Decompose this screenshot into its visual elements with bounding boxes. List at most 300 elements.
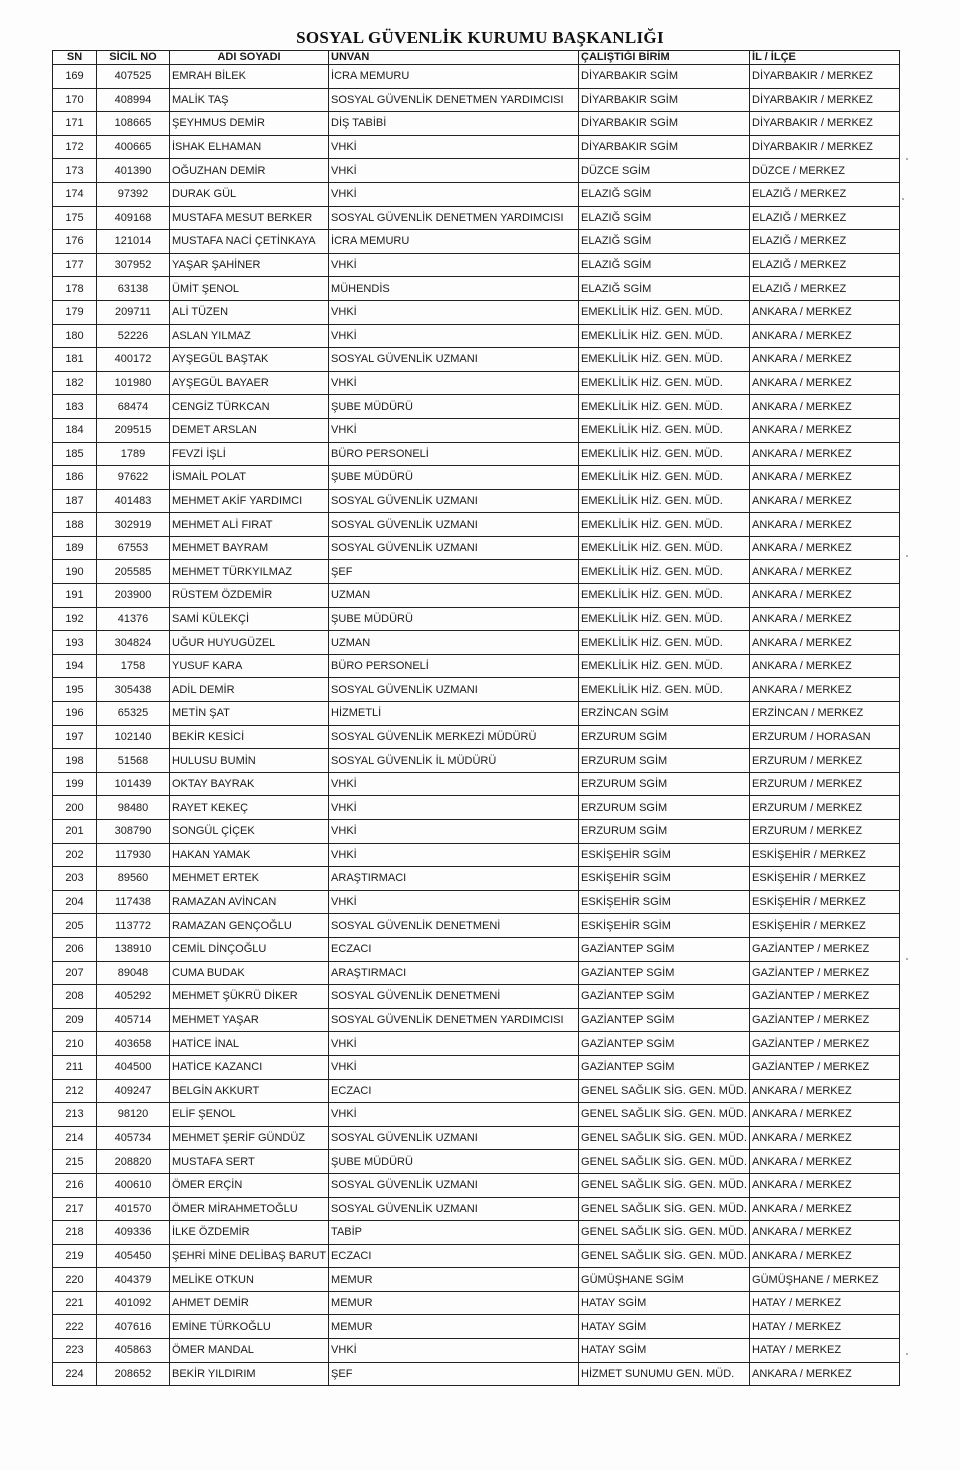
cell-adi-soyadi: METİN ŞAT [170, 702, 329, 726]
cell-il-ilce: ANKARA / MERKEZ [750, 418, 900, 442]
cell-sn: 185 [53, 442, 97, 466]
cell-calistigi-birim: EMEKLİLİK HİZ. GEN. MÜD. [579, 466, 750, 490]
table-row [53, 466, 900, 490]
cell-sn: 208 [53, 985, 97, 1009]
cell-calistigi-birim: ERZURUM SGİM [579, 725, 750, 749]
cell-sicil-no: 121014 [97, 230, 170, 254]
cell-sicil-no: 307952 [97, 253, 170, 277]
cell-adi-soyadi: MUSTAFA NACİ ÇETİNKAYA [170, 230, 329, 254]
cell-calistigi-birim: ELAZIĞ SGİM [579, 230, 750, 254]
cell-sicil-no: 404379 [97, 1268, 170, 1292]
cell-sicil-no: 401570 [97, 1197, 170, 1221]
cell-calistigi-birim: EMEKLİLİK HİZ. GEN. MÜD. [579, 654, 750, 678]
cell-unvan: ECZACI [329, 1244, 579, 1268]
cell-unvan: VHKİ [329, 796, 579, 820]
table-row [53, 820, 900, 844]
cell-adi-soyadi: MEHMET ŞERİF GÜNDÜZ [170, 1126, 329, 1150]
table-row [53, 1244, 900, 1268]
cell-adi-soyadi: MELİKE OTKUN [170, 1268, 329, 1292]
cell-unvan: BÜRO PERSONELİ [329, 654, 579, 678]
cell-sicil-no: 117438 [97, 890, 170, 914]
cell-adi-soyadi: AYŞEGÜL BAYAER [170, 371, 329, 395]
table-row [53, 159, 900, 183]
cell-unvan: SOSYAL GÜVENLİK DENETMEN YARDIMCISI [329, 206, 579, 230]
cell-sicil-no: 101980 [97, 371, 170, 395]
table-row [53, 1197, 900, 1221]
cell-sn: 186 [53, 466, 97, 490]
table-row [53, 631, 900, 655]
cell-unvan: MEMUR [329, 1291, 579, 1315]
cell-sicil-no: 41376 [97, 607, 170, 631]
cell-adi-soyadi: UĞUR HUYUGÜZEL [170, 631, 329, 655]
cell-sicil-no: 409247 [97, 1079, 170, 1103]
cell-unvan: SOSYAL GÜVENLİK UZMANI [329, 678, 579, 702]
cell-adi-soyadi: ÖMER MİRAHMETOĞLU [170, 1197, 329, 1221]
cell-sn: 190 [53, 560, 97, 584]
cell-unvan: SOSYAL GÜVENLİK UZMANI [329, 1126, 579, 1150]
cell-unvan: ŞEF [329, 560, 579, 584]
cell-unvan: VHKİ [329, 1032, 579, 1056]
cell-sn: 184 [53, 418, 97, 442]
cell-calistigi-birim: EMEKLİLİK HİZ. GEN. MÜD. [579, 513, 750, 537]
cell-sn: 200 [53, 796, 97, 820]
cell-sn: 201 [53, 820, 97, 844]
cell-unvan: VHKİ [329, 324, 579, 348]
cell-calistigi-birim: DİYARBAKIR SGİM [579, 135, 750, 159]
table-row [53, 489, 900, 513]
cell-adi-soyadi: CEMİL DİNÇOĞLU [170, 937, 329, 961]
table-row [53, 1103, 900, 1127]
cell-adi-soyadi: ŞEHRİ MİNE DELİBAŞ BARUT [170, 1244, 329, 1268]
cell-sicil-no: 403658 [97, 1032, 170, 1056]
cell-unvan: VHKİ [329, 300, 579, 324]
cell-sicil-no: 401390 [97, 159, 170, 183]
cell-adi-soyadi: SAMİ KÜLEKÇİ [170, 607, 329, 631]
cell-calistigi-birim: GAZİANTEP SGİM [579, 1055, 750, 1079]
cell-sicil-no: 1789 [97, 442, 170, 466]
cell-adi-soyadi: BEKİR YILDIRIM [170, 1362, 329, 1386]
cell-il-ilce: ERZURUM / MERKEZ [750, 749, 900, 773]
cell-calistigi-birim: ERZURUM SGİM [579, 796, 750, 820]
cell-sicil-no: 108665 [97, 112, 170, 136]
cell-adi-soyadi: İSHAK ELHAMAN [170, 135, 329, 159]
cell-adi-soyadi: HULUSU BUMİN [170, 749, 329, 773]
cell-calistigi-birim: GENEL SAĞLIK SİG. GEN. MÜD. [579, 1197, 750, 1221]
cell-unvan: DİŞ TABİBİ [329, 112, 579, 136]
cell-sn: 202 [53, 843, 97, 867]
cell-il-ilce: ELAZIĞ / MERKEZ [750, 253, 900, 277]
header-unvan: UNVAN [329, 51, 579, 65]
cell-unvan: VHKİ [329, 1055, 579, 1079]
table-row [53, 678, 900, 702]
cell-il-ilce: ANKARA / MERKEZ [750, 395, 900, 419]
cell-calistigi-birim: EMEKLİLİK HİZ. GEN. MÜD. [579, 631, 750, 655]
cell-sicil-no: 89048 [97, 961, 170, 985]
cell-il-ilce: ANKARA / MERKEZ [750, 1197, 900, 1221]
cell-sicil-no: 407616 [97, 1315, 170, 1339]
cell-adi-soyadi: OKTAY BAYRAK [170, 772, 329, 796]
cell-unvan: SOSYAL GÜVENLİK UZMANI [329, 489, 579, 513]
cell-sicil-no: 65325 [97, 702, 170, 726]
table-row [53, 230, 900, 254]
cell-calistigi-birim: ELAZIĞ SGİM [579, 253, 750, 277]
table-row [53, 607, 900, 631]
cell-adi-soyadi: EMİNE TÜRKOĞLU [170, 1315, 329, 1339]
cell-il-ilce: ANKARA / MERKEZ [750, 1244, 900, 1268]
cell-calistigi-birim: EMEKLİLİK HİZ. GEN. MÜD. [579, 560, 750, 584]
cell-sn: 215 [53, 1150, 97, 1174]
cell-sn: 213 [53, 1103, 97, 1127]
cell-sn: 177 [53, 253, 97, 277]
cell-sicil-no: 205585 [97, 560, 170, 584]
scan-speck [902, 198, 904, 200]
cell-sn: 193 [53, 631, 97, 655]
cell-sicil-no: 302919 [97, 513, 170, 537]
cell-sicil-no: 1758 [97, 654, 170, 678]
cell-sn: 189 [53, 536, 97, 560]
table-row [53, 867, 900, 891]
cell-il-ilce: ANKARA / MERKEZ [750, 678, 900, 702]
cell-adi-soyadi: MUSTAFA SERT [170, 1150, 329, 1174]
cell-sn: 224 [53, 1362, 97, 1386]
cell-il-ilce: ERZURUM / HORASAN [750, 725, 900, 749]
cell-unvan: UZMAN [329, 631, 579, 655]
table-row [53, 890, 900, 914]
cell-adi-soyadi: HATİCE İNAL [170, 1032, 329, 1056]
cell-il-ilce: GAZİANTEP / MERKEZ [750, 1008, 900, 1032]
cell-unvan: MEMUR [329, 1315, 579, 1339]
cell-il-ilce: DİYARBAKIR / MERKEZ [750, 65, 900, 89]
cell-il-ilce: ANKARA / MERKEZ [750, 324, 900, 348]
table-row [53, 1315, 900, 1339]
cell-il-ilce: ANKARA / MERKEZ [750, 489, 900, 513]
cell-unvan: İCRA MEMURU [329, 230, 579, 254]
cell-sicil-no: 67553 [97, 536, 170, 560]
cell-sicil-no: 401483 [97, 489, 170, 513]
table-row [53, 1362, 900, 1386]
cell-calistigi-birim: EMEKLİLİK HİZ. GEN. MÜD. [579, 584, 750, 608]
cell-sn: 176 [53, 230, 97, 254]
table-row [53, 1291, 900, 1315]
cell-calistigi-birim: ELAZIĞ SGİM [579, 277, 750, 301]
cell-il-ilce: ANKARA / MERKEZ [750, 348, 900, 372]
cell-sn: 199 [53, 772, 97, 796]
cell-sicil-no: 52226 [97, 324, 170, 348]
cell-sn: 216 [53, 1173, 97, 1197]
cell-sicil-no: 400610 [97, 1173, 170, 1197]
document-title: SOSYAL GÜVENLİK KURUMU BAŞKANLIĞI [296, 28, 664, 47]
cell-unvan: SOSYAL GÜVENLİK DENETMEN YARDIMCISI [329, 88, 579, 112]
cell-il-ilce: ERZİNCAN / MERKEZ [750, 702, 900, 726]
table-row [53, 1079, 900, 1103]
cell-calistigi-birim: HATAY SGİM [579, 1291, 750, 1315]
cell-adi-soyadi: EMRAH BİLEK [170, 65, 329, 89]
cell-il-ilce: ELAZIĞ / MERKEZ [750, 277, 900, 301]
cell-sn: 171 [53, 112, 97, 136]
cell-adi-soyadi: AYŞEGÜL BAŞTAK [170, 348, 329, 372]
cell-unvan: VHKİ [329, 1339, 579, 1363]
cell-unvan: SOSYAL GÜVENLİK DENETMEN YARDIMCISI [329, 1008, 579, 1032]
cell-il-ilce: ERZURUM / MERKEZ [750, 772, 900, 796]
cell-calistigi-birim: EMEKLİLİK HİZ. GEN. MÜD. [579, 395, 750, 419]
cell-adi-soyadi: RAMAZAN AVİNCAN [170, 890, 329, 914]
cell-il-ilce: DİYARBAKIR / MERKEZ [750, 135, 900, 159]
cell-unvan: ŞUBE MÜDÜRÜ [329, 607, 579, 631]
scan-speck [906, 958, 908, 960]
cell-sicil-no: 305438 [97, 678, 170, 702]
cell-unvan: ŞUBE MÜDÜRÜ [329, 395, 579, 419]
cell-il-ilce: ERZURUM / MERKEZ [750, 820, 900, 844]
cell-calistigi-birim: ERZURUM SGİM [579, 772, 750, 796]
cell-sicil-no: 400665 [97, 135, 170, 159]
cell-sicil-no: 138910 [97, 937, 170, 961]
cell-sn: 187 [53, 489, 97, 513]
cell-adi-soyadi: MEHMET ERTEK [170, 867, 329, 891]
cell-il-ilce: GAZİANTEP / MERKEZ [750, 937, 900, 961]
cell-il-ilce: ANKARA / MERKEZ [750, 1150, 900, 1174]
cell-unvan: VHKİ [329, 820, 579, 844]
cell-il-ilce: ANKARA / MERKEZ [750, 1079, 900, 1103]
table-row [53, 584, 900, 608]
cell-unvan: VHKİ [329, 418, 579, 442]
cell-unvan: ŞUBE MÜDÜRÜ [329, 1150, 579, 1174]
cell-il-ilce: ANKARA / MERKEZ [750, 560, 900, 584]
cell-il-ilce: ANKARA / MERKEZ [750, 1103, 900, 1127]
cell-unvan: TABİP [329, 1221, 579, 1245]
table-row [53, 702, 900, 726]
cell-adi-soyadi: ÖMER MANDAL [170, 1339, 329, 1363]
cell-unvan: ARAŞTIRMACI [329, 961, 579, 985]
cell-unvan: SOSYAL GÜVENLİK İL MÜDÜRÜ [329, 749, 579, 773]
cell-unvan: ŞUBE MÜDÜRÜ [329, 466, 579, 490]
cell-sn: 181 [53, 348, 97, 372]
cell-calistigi-birim: GÜMÜŞHANE SGİM [579, 1268, 750, 1292]
cell-adi-soyadi: DEMET ARSLAN [170, 418, 329, 442]
cell-sn: 203 [53, 867, 97, 891]
cell-il-ilce: ELAZIĞ / MERKEZ [750, 206, 900, 230]
table-row [53, 1008, 900, 1032]
cell-il-ilce: ANKARA / MERKEZ [750, 1126, 900, 1150]
table-row [53, 371, 900, 395]
cell-adi-soyadi: ÜMİT ŞENOL [170, 277, 329, 301]
cell-unvan: VHKİ [329, 772, 579, 796]
cell-unvan: VHKİ [329, 182, 579, 206]
cell-adi-soyadi: ÖMER ERÇİN [170, 1173, 329, 1197]
cell-sn: 197 [53, 725, 97, 749]
cell-calistigi-birim: ERZİNCAN SGİM [579, 702, 750, 726]
cell-unvan: HİZMETLİ [329, 702, 579, 726]
cell-calistigi-birim: GAZİANTEP SGİM [579, 1032, 750, 1056]
cell-unvan: VHKİ [329, 371, 579, 395]
header-il-ilce: İL / İLÇE [750, 51, 900, 65]
cell-calistigi-birim: ELAZIĞ SGİM [579, 182, 750, 206]
cell-calistigi-birim: GENEL SAĞLIK SİG. GEN. MÜD. [579, 1126, 750, 1150]
cell-il-ilce: ERZURUM / MERKEZ [750, 796, 900, 820]
cell-sicil-no: 51568 [97, 749, 170, 773]
cell-sicil-no: 401092 [97, 1291, 170, 1315]
header-adi-soyadi: ADI SOYADI [170, 51, 329, 65]
cell-il-ilce: ESKİŞEHİR / MERKEZ [750, 867, 900, 891]
table-row [53, 937, 900, 961]
cell-il-ilce: DİYARBAKIR / MERKEZ [750, 112, 900, 136]
cell-adi-soyadi: İSMAİL POLAT [170, 466, 329, 490]
cell-sn: 180 [53, 324, 97, 348]
table-row [53, 560, 900, 584]
cell-sicil-no: 101439 [97, 772, 170, 796]
table-row [53, 88, 900, 112]
cell-unvan: VHKİ [329, 135, 579, 159]
cell-unvan: ECZACI [329, 937, 579, 961]
cell-adi-soyadi: ADİL DEMİR [170, 678, 329, 702]
cell-il-ilce: ANKARA / MERKEZ [750, 371, 900, 395]
table-row [53, 725, 900, 749]
cell-adi-soyadi: OĞUZHAN DEMİR [170, 159, 329, 183]
cell-unvan: VHKİ [329, 159, 579, 183]
cell-calistigi-birim: ELAZIĞ SGİM [579, 206, 750, 230]
cell-sn: 219 [53, 1244, 97, 1268]
cell-sicil-no: 89560 [97, 867, 170, 891]
personnel-table [52, 50, 900, 1386]
cell-sicil-no: 405734 [97, 1126, 170, 1150]
cell-sn: 209 [53, 1008, 97, 1032]
cell-calistigi-birim: GAZİANTEP SGİM [579, 937, 750, 961]
cell-il-ilce: HATAY / MERKEZ [750, 1339, 900, 1363]
table-row [53, 348, 900, 372]
cell-calistigi-birim: EMEKLİLİK HİZ. GEN. MÜD. [579, 489, 750, 513]
cell-sn: 170 [53, 88, 97, 112]
cell-sn: 194 [53, 654, 97, 678]
cell-unvan: SOSYAL GÜVENLİK UZMANI [329, 1197, 579, 1221]
cell-il-ilce: ANKARA / MERKEZ [750, 300, 900, 324]
cell-il-ilce: ELAZIĞ / MERKEZ [750, 230, 900, 254]
cell-sn: 211 [53, 1055, 97, 1079]
cell-sicil-no: 97392 [97, 182, 170, 206]
cell-calistigi-birim: EMEKLİLİK HİZ. GEN. MÜD. [579, 442, 750, 466]
header-sn: SN [53, 51, 97, 65]
cell-sicil-no: 209711 [97, 300, 170, 324]
table-row [53, 749, 900, 773]
table-body [53, 65, 900, 1386]
cell-il-ilce: ANKARA / MERKEZ [750, 442, 900, 466]
cell-adi-soyadi: MALİK TAŞ [170, 88, 329, 112]
cell-calistigi-birim: GAZİANTEP SGİM [579, 985, 750, 1009]
cell-sn: 207 [53, 961, 97, 985]
cell-calistigi-birim: EMEKLİLİK HİZ. GEN. MÜD. [579, 418, 750, 442]
cell-sicil-no: 409336 [97, 1221, 170, 1245]
cell-il-ilce: DİYARBAKIR / MERKEZ [750, 88, 900, 112]
cell-adi-soyadi: MEHMET ŞÜKRÜ DİKER [170, 985, 329, 1009]
cell-sn: 210 [53, 1032, 97, 1056]
cell-il-ilce: ELAZIĞ / MERKEZ [750, 182, 900, 206]
cell-sn: 183 [53, 395, 97, 419]
cell-unvan: UZMAN [329, 584, 579, 608]
cell-calistigi-birim: HİZMET SUNUMU GEN. MÜD. [579, 1362, 750, 1386]
cell-sicil-no: 304824 [97, 631, 170, 655]
cell-sicil-no: 409168 [97, 206, 170, 230]
table-row [53, 1173, 900, 1197]
cell-unvan: SOSYAL GÜVENLİK UZMANI [329, 1173, 579, 1197]
cell-sn: 212 [53, 1079, 97, 1103]
cell-unvan: İCRA MEMURU [329, 65, 579, 89]
table-row [53, 395, 900, 419]
cell-sicil-no: 208820 [97, 1150, 170, 1174]
cell-calistigi-birim: GENEL SAĞLIK SİG. GEN. MÜD. [579, 1150, 750, 1174]
table-row [53, 536, 900, 560]
scan-speck [906, 158, 908, 160]
cell-il-ilce: GAZİANTEP / MERKEZ [750, 1055, 900, 1079]
cell-sn: 175 [53, 206, 97, 230]
cell-sn: 205 [53, 914, 97, 938]
cell-sn: 206 [53, 937, 97, 961]
cell-sicil-no: 102140 [97, 725, 170, 749]
cell-sn: 214 [53, 1126, 97, 1150]
table-row [53, 796, 900, 820]
cell-il-ilce: GAZİANTEP / MERKEZ [750, 961, 900, 985]
cell-unvan: SOSYAL GÜVENLİK UZMANI [329, 536, 579, 560]
cell-calistigi-birim: GENEL SAĞLIK SİG. GEN. MÜD. [579, 1244, 750, 1268]
cell-calistigi-birim: ESKİŞEHİR SGİM [579, 890, 750, 914]
cell-adi-soyadi: ELİF ŞENOL [170, 1103, 329, 1127]
cell-sn: 220 [53, 1268, 97, 1292]
cell-sn: 218 [53, 1221, 97, 1245]
cell-calistigi-birim: DİYARBAKIR SGİM [579, 112, 750, 136]
cell-il-ilce: ANKARA / MERKEZ [750, 1221, 900, 1245]
cell-sicil-no: 405714 [97, 1008, 170, 1032]
table-row [53, 843, 900, 867]
cell-calistigi-birim: GAZİANTEP SGİM [579, 961, 750, 985]
cell-sicil-no: 98120 [97, 1103, 170, 1127]
cell-adi-soyadi: MEHMET ALİ FIRAT [170, 513, 329, 537]
cell-unvan: SOSYAL GÜVENLİK UZMANI [329, 348, 579, 372]
cell-il-ilce: ESKİŞEHİR / MERKEZ [750, 843, 900, 867]
cell-calistigi-birim: DİYARBAKIR SGİM [579, 88, 750, 112]
cell-calistigi-birim: GAZİANTEP SGİM [579, 1008, 750, 1032]
cell-sicil-no: 400172 [97, 348, 170, 372]
table-row [53, 1055, 900, 1079]
table-row [53, 772, 900, 796]
cell-sn: 191 [53, 584, 97, 608]
cell-calistigi-birim: GENEL SAĞLIK SİG. GEN. MÜD. [579, 1079, 750, 1103]
scan-speck [906, 1353, 908, 1355]
cell-unvan: SOSYAL GÜVENLİK DENETMENİ [329, 914, 579, 938]
cell-sicil-no: 113772 [97, 914, 170, 938]
cell-unvan: SOSYAL GÜVENLİK UZMANI [329, 513, 579, 537]
cell-sicil-no: 208652 [97, 1362, 170, 1386]
cell-adi-soyadi: MUSTAFA MESUT BERKER [170, 206, 329, 230]
cell-adi-soyadi: HAKAN YAMAK [170, 843, 329, 867]
cell-adi-soyadi: CENGİZ TÜRKCAN [170, 395, 329, 419]
header-calistigi-birim: ÇALIŞTIĞI BİRİM [579, 51, 750, 65]
table-row [53, 206, 900, 230]
cell-sicil-no: 209515 [97, 418, 170, 442]
table-row [53, 1221, 900, 1245]
cell-il-ilce: ANKARA / MERKEZ [750, 631, 900, 655]
table-row [53, 1150, 900, 1174]
cell-calistigi-birim: ERZURUM SGİM [579, 749, 750, 773]
cell-adi-soyadi: RAYET KEKEÇ [170, 796, 329, 820]
cell-unvan: SOSYAL GÜVENLİK MERKEZİ MÜDÜRÜ [329, 725, 579, 749]
cell-calistigi-birim: ESKİŞEHİR SGİM [579, 843, 750, 867]
cell-sn: 169 [53, 65, 97, 89]
cell-calistigi-birim: EMEKLİLİK HİZ. GEN. MÜD. [579, 607, 750, 631]
cell-adi-soyadi: MEHMET YAŞAR [170, 1008, 329, 1032]
cell-sicil-no: 117930 [97, 843, 170, 867]
cell-sicil-no: 98480 [97, 796, 170, 820]
table-row [53, 1339, 900, 1363]
cell-unvan: ARAŞTIRMACI [329, 867, 579, 891]
cell-sicil-no: 97622 [97, 466, 170, 490]
cell-adi-soyadi: ASLAN YILMAZ [170, 324, 329, 348]
